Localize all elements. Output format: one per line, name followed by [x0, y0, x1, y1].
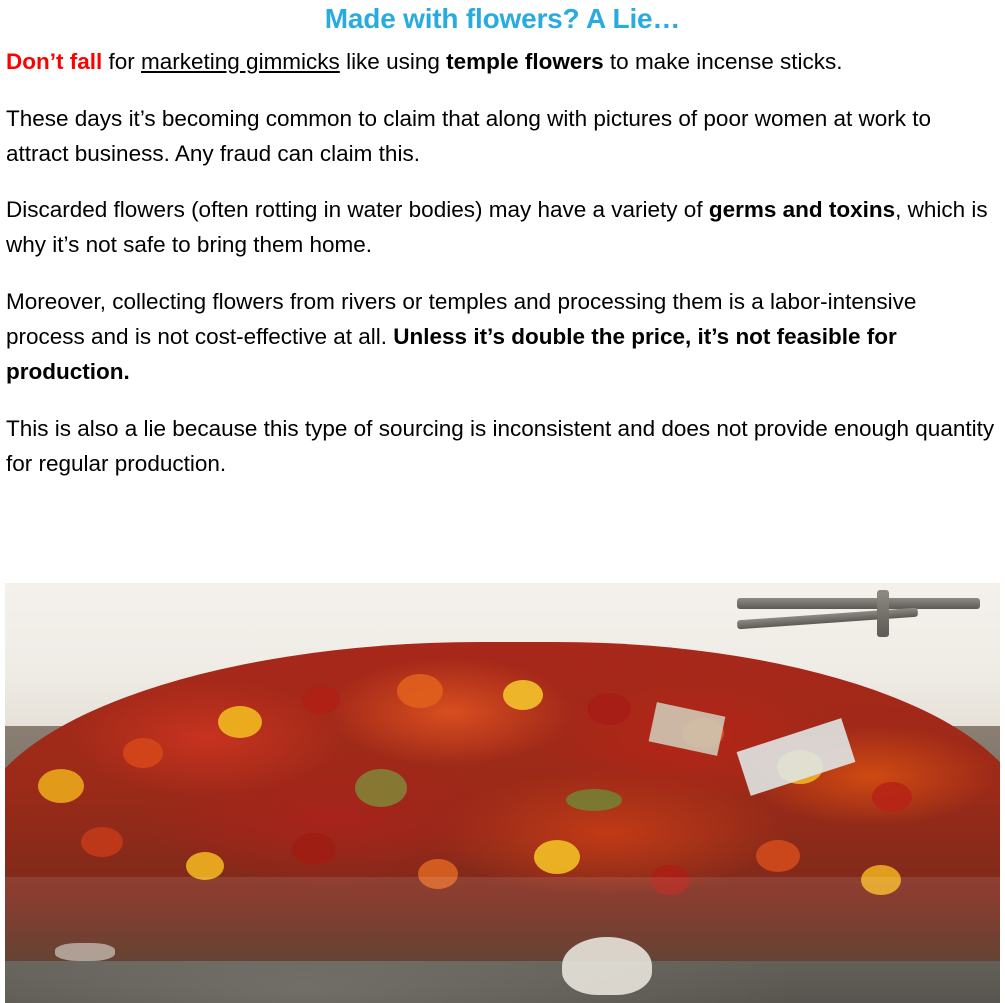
emphasis-marketing-gimmicks: marketing gimmicks: [141, 48, 340, 74]
paragraph-5: [6, 412, 997, 482]
discarded-temple-flowers-photo: [5, 583, 1000, 1003]
emphasis-temple-flowers: temple flowers: [446, 48, 604, 74]
text-run: Moreover, collecting flowers from rivers or temples and processing them is a labor-intensive process and is not cost-effective at all.: [6, 289, 917, 350]
small-debris: [55, 943, 115, 961]
text-run: This is also a lie because this type of sourcing is inconsistent and does not provide enough quantity for regular production.: [6, 415, 995, 476]
paragraph-4: [6, 285, 997, 390]
text-run: like using: [339, 48, 447, 74]
emphasis-dont-fall: Don’t fall: [6, 48, 103, 74]
text-run: , which is why it’s not safe to bring them home.: [6, 197, 988, 258]
water-reflection: [5, 877, 1000, 1003]
text-run: for: [102, 48, 142, 74]
plastic-debris: [562, 937, 652, 995]
text-run: to make incense sticks.: [603, 48, 843, 74]
paragraph-3: [6, 193, 997, 263]
emphasis-not-feasible: Unless it’s double the price, it’s not feasible for production.: [6, 324, 897, 384]
paragraph-2: [6, 102, 997, 172]
document-body: [0, 45, 1005, 482]
text-run: These days it’s becoming common to claim that along with pictures of poor women at work to attract business. Any fraud can claim this.: [6, 105, 932, 166]
emphasis-germs-and-toxins: germs and toxins: [708, 197, 896, 223]
metal-pipe: [721, 583, 980, 650]
text-run: Discarded flowers (often rotting in water bodies) may have a variety of: [6, 197, 709, 223]
paragraph-1: [6, 45, 997, 80]
page-title: Made with flowers? A Lie…: [324, 3, 681, 34]
